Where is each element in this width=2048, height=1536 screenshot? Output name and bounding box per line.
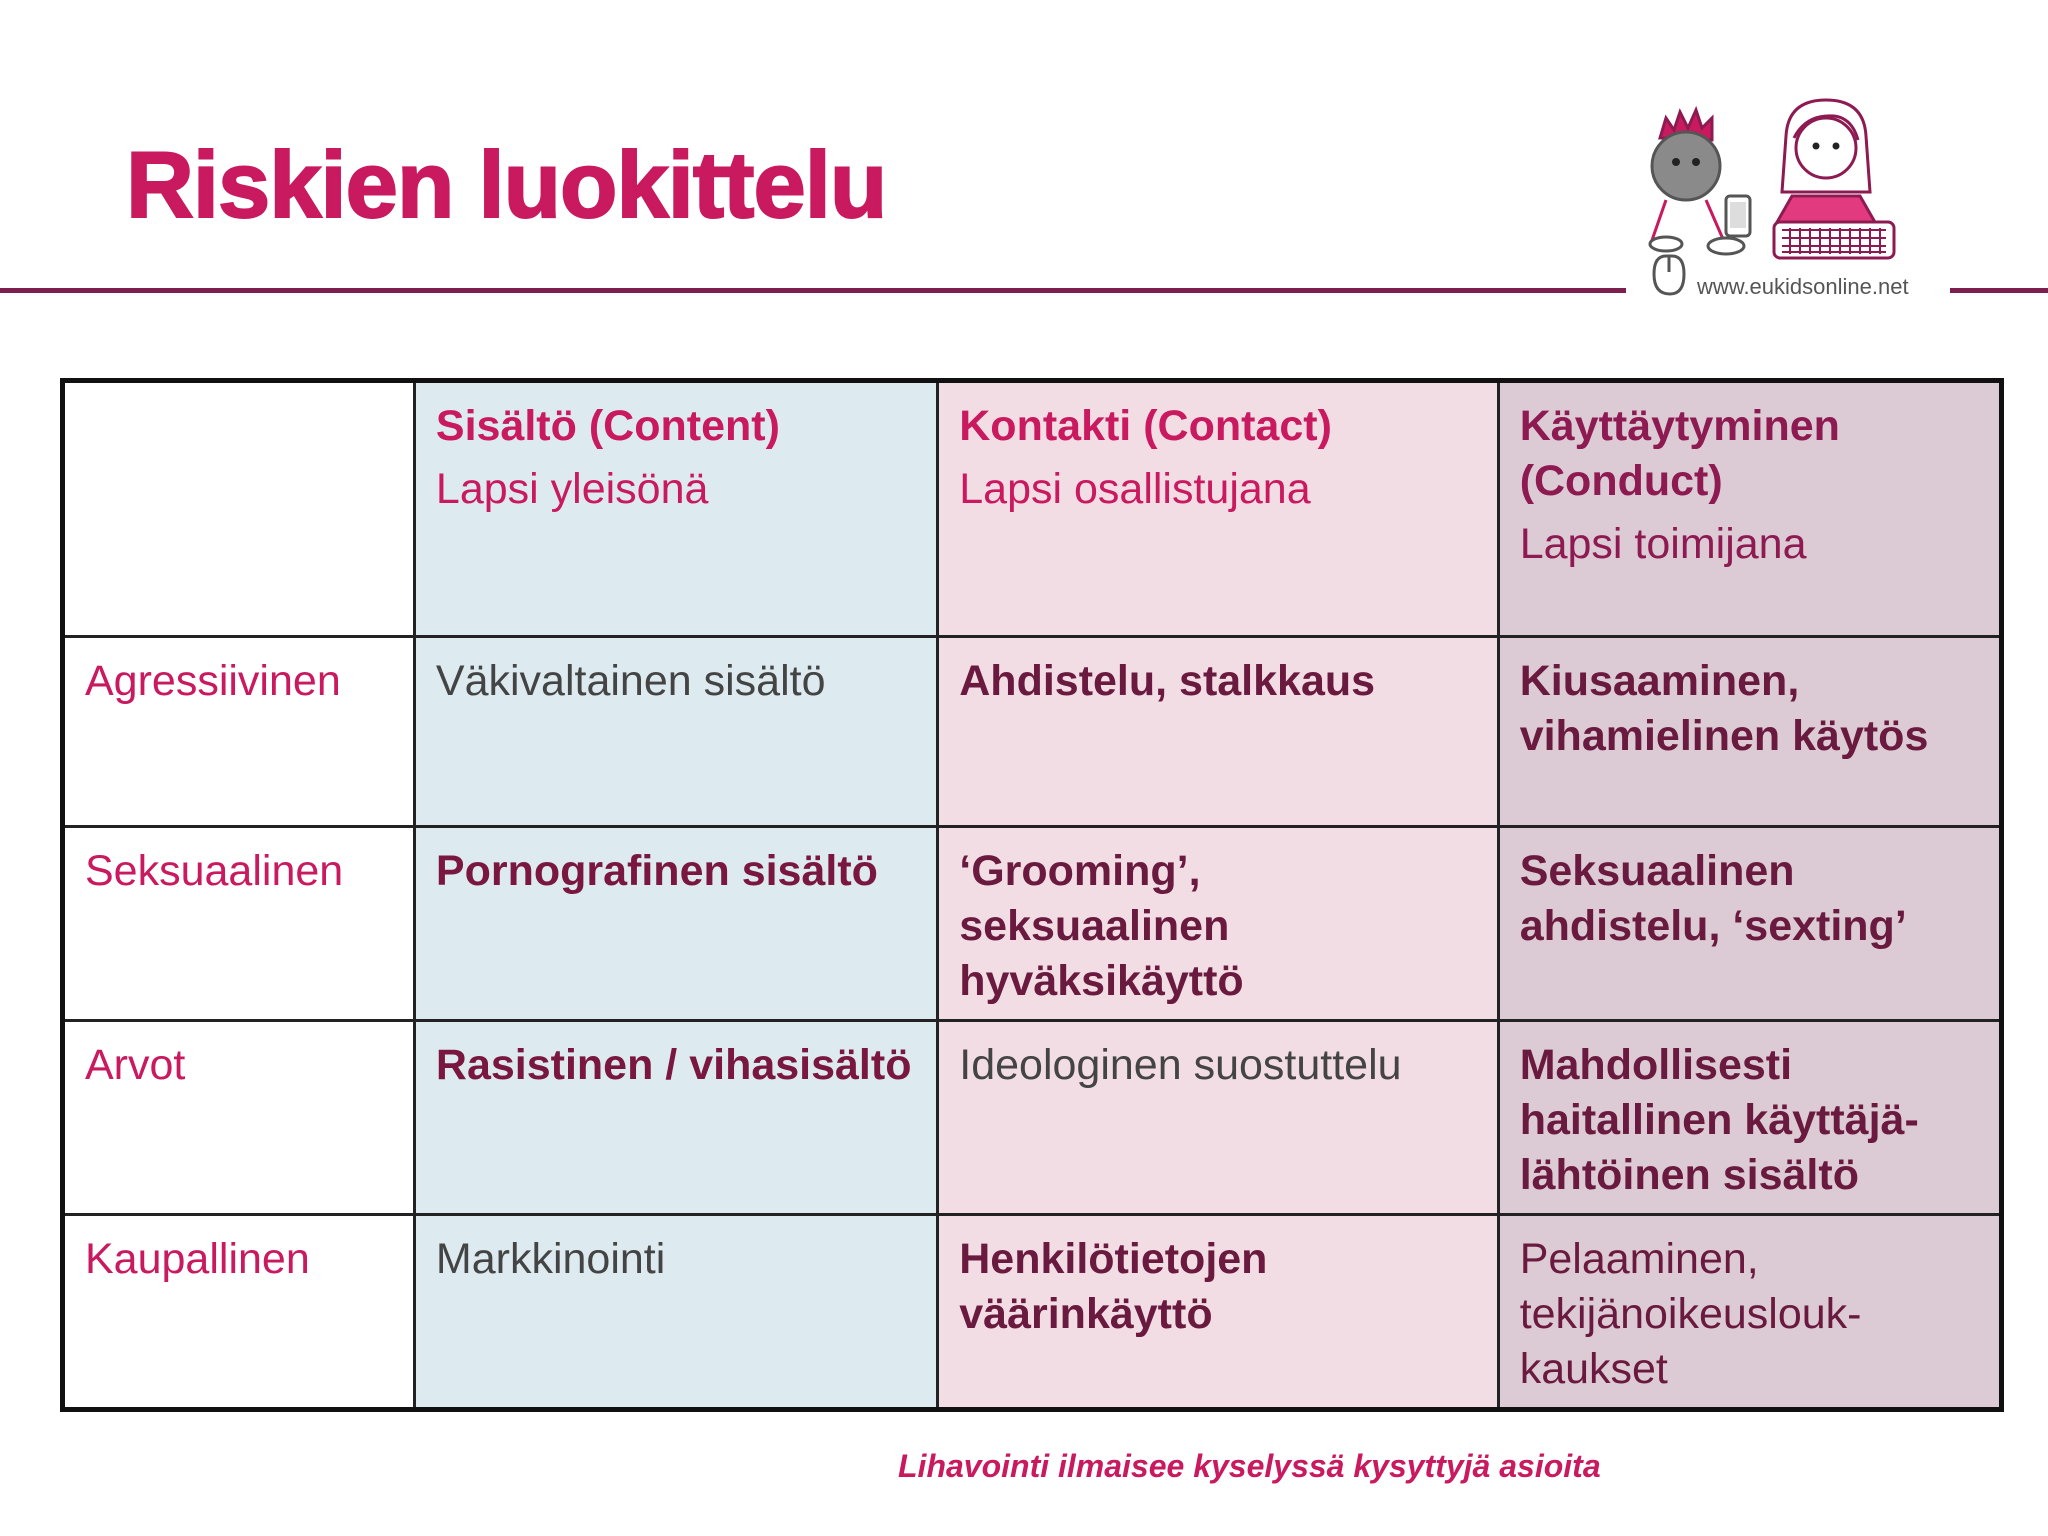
table-cell: Henkilötietojen väärinkäyttö: [959, 1235, 1268, 1338]
row-label: Agressiivinen: [63, 637, 415, 827]
header-main: Kontakti (Contact): [959, 402, 1332, 450]
header-main: Käyttäytyminen (Conduct): [1519, 402, 1840, 505]
table-cell: Seksuaalinen ahdistelu, ‘sexting’: [1519, 847, 1907, 950]
footnote: Lihavointi ilmaisee kyselyssä kysyttyjä asioita: [898, 1448, 1601, 1484]
table-header-row: [63, 381, 2002, 637]
table-cell: Mahdollisesti haitallinen käyttäjä-lähtöinen sisältö: [1519, 1041, 1919, 1199]
header-contact: [938, 381, 1498, 637]
slide-title: Riskien luokittelu: [126, 132, 887, 237]
table-row: [63, 637, 2002, 827]
table-cell: Pelaaminen, tekijänoikeuslouk-kaukset: [1519, 1235, 1862, 1393]
table-cell: Rasistinen / vihasisältö: [435, 1041, 912, 1089]
header-sub: Lapsi osallistujana: [959, 465, 1311, 513]
header-sub: Lapsi toimijana: [1519, 520, 1807, 568]
table-cell: Väkivaltainen sisältö: [435, 657, 826, 705]
header-content: [414, 381, 937, 637]
header-empty-cell: [63, 381, 415, 637]
table-row: [63, 827, 2002, 1021]
row-label: Kaupallinen: [63, 1215, 415, 1410]
logo-url: www.eukidsonline.net: [1697, 274, 1909, 299]
table-row: [63, 1021, 2002, 1215]
header-conduct: [1498, 381, 2001, 637]
header-sub: Lapsi yleisönä: [435, 465, 709, 513]
table-cell: ‘Grooming’, seksuaalinen hyväksikäyttö: [959, 847, 1244, 1005]
header-rule-left: [0, 288, 1626, 293]
risk-classification-table: [60, 378, 2004, 1412]
table-cell: Kiusaaminen, vihamielinen käytös: [1519, 657, 1929, 760]
table-cell: Markkinointi: [435, 1235, 666, 1283]
table-row: [63, 1215, 2002, 1410]
table-cell: Ahdistelu, stalkkaus: [959, 657, 1376, 705]
row-label: Seksuaalinen: [63, 827, 415, 1021]
header-rule-right: [1950, 288, 2048, 293]
header-main: Sisältö (Content): [435, 402, 780, 450]
row-label: Arvot: [63, 1021, 415, 1215]
table-cell: Pornografinen sisältö: [435, 847, 878, 895]
table-cell: Ideologinen suostuttelu: [959, 1041, 1402, 1089]
